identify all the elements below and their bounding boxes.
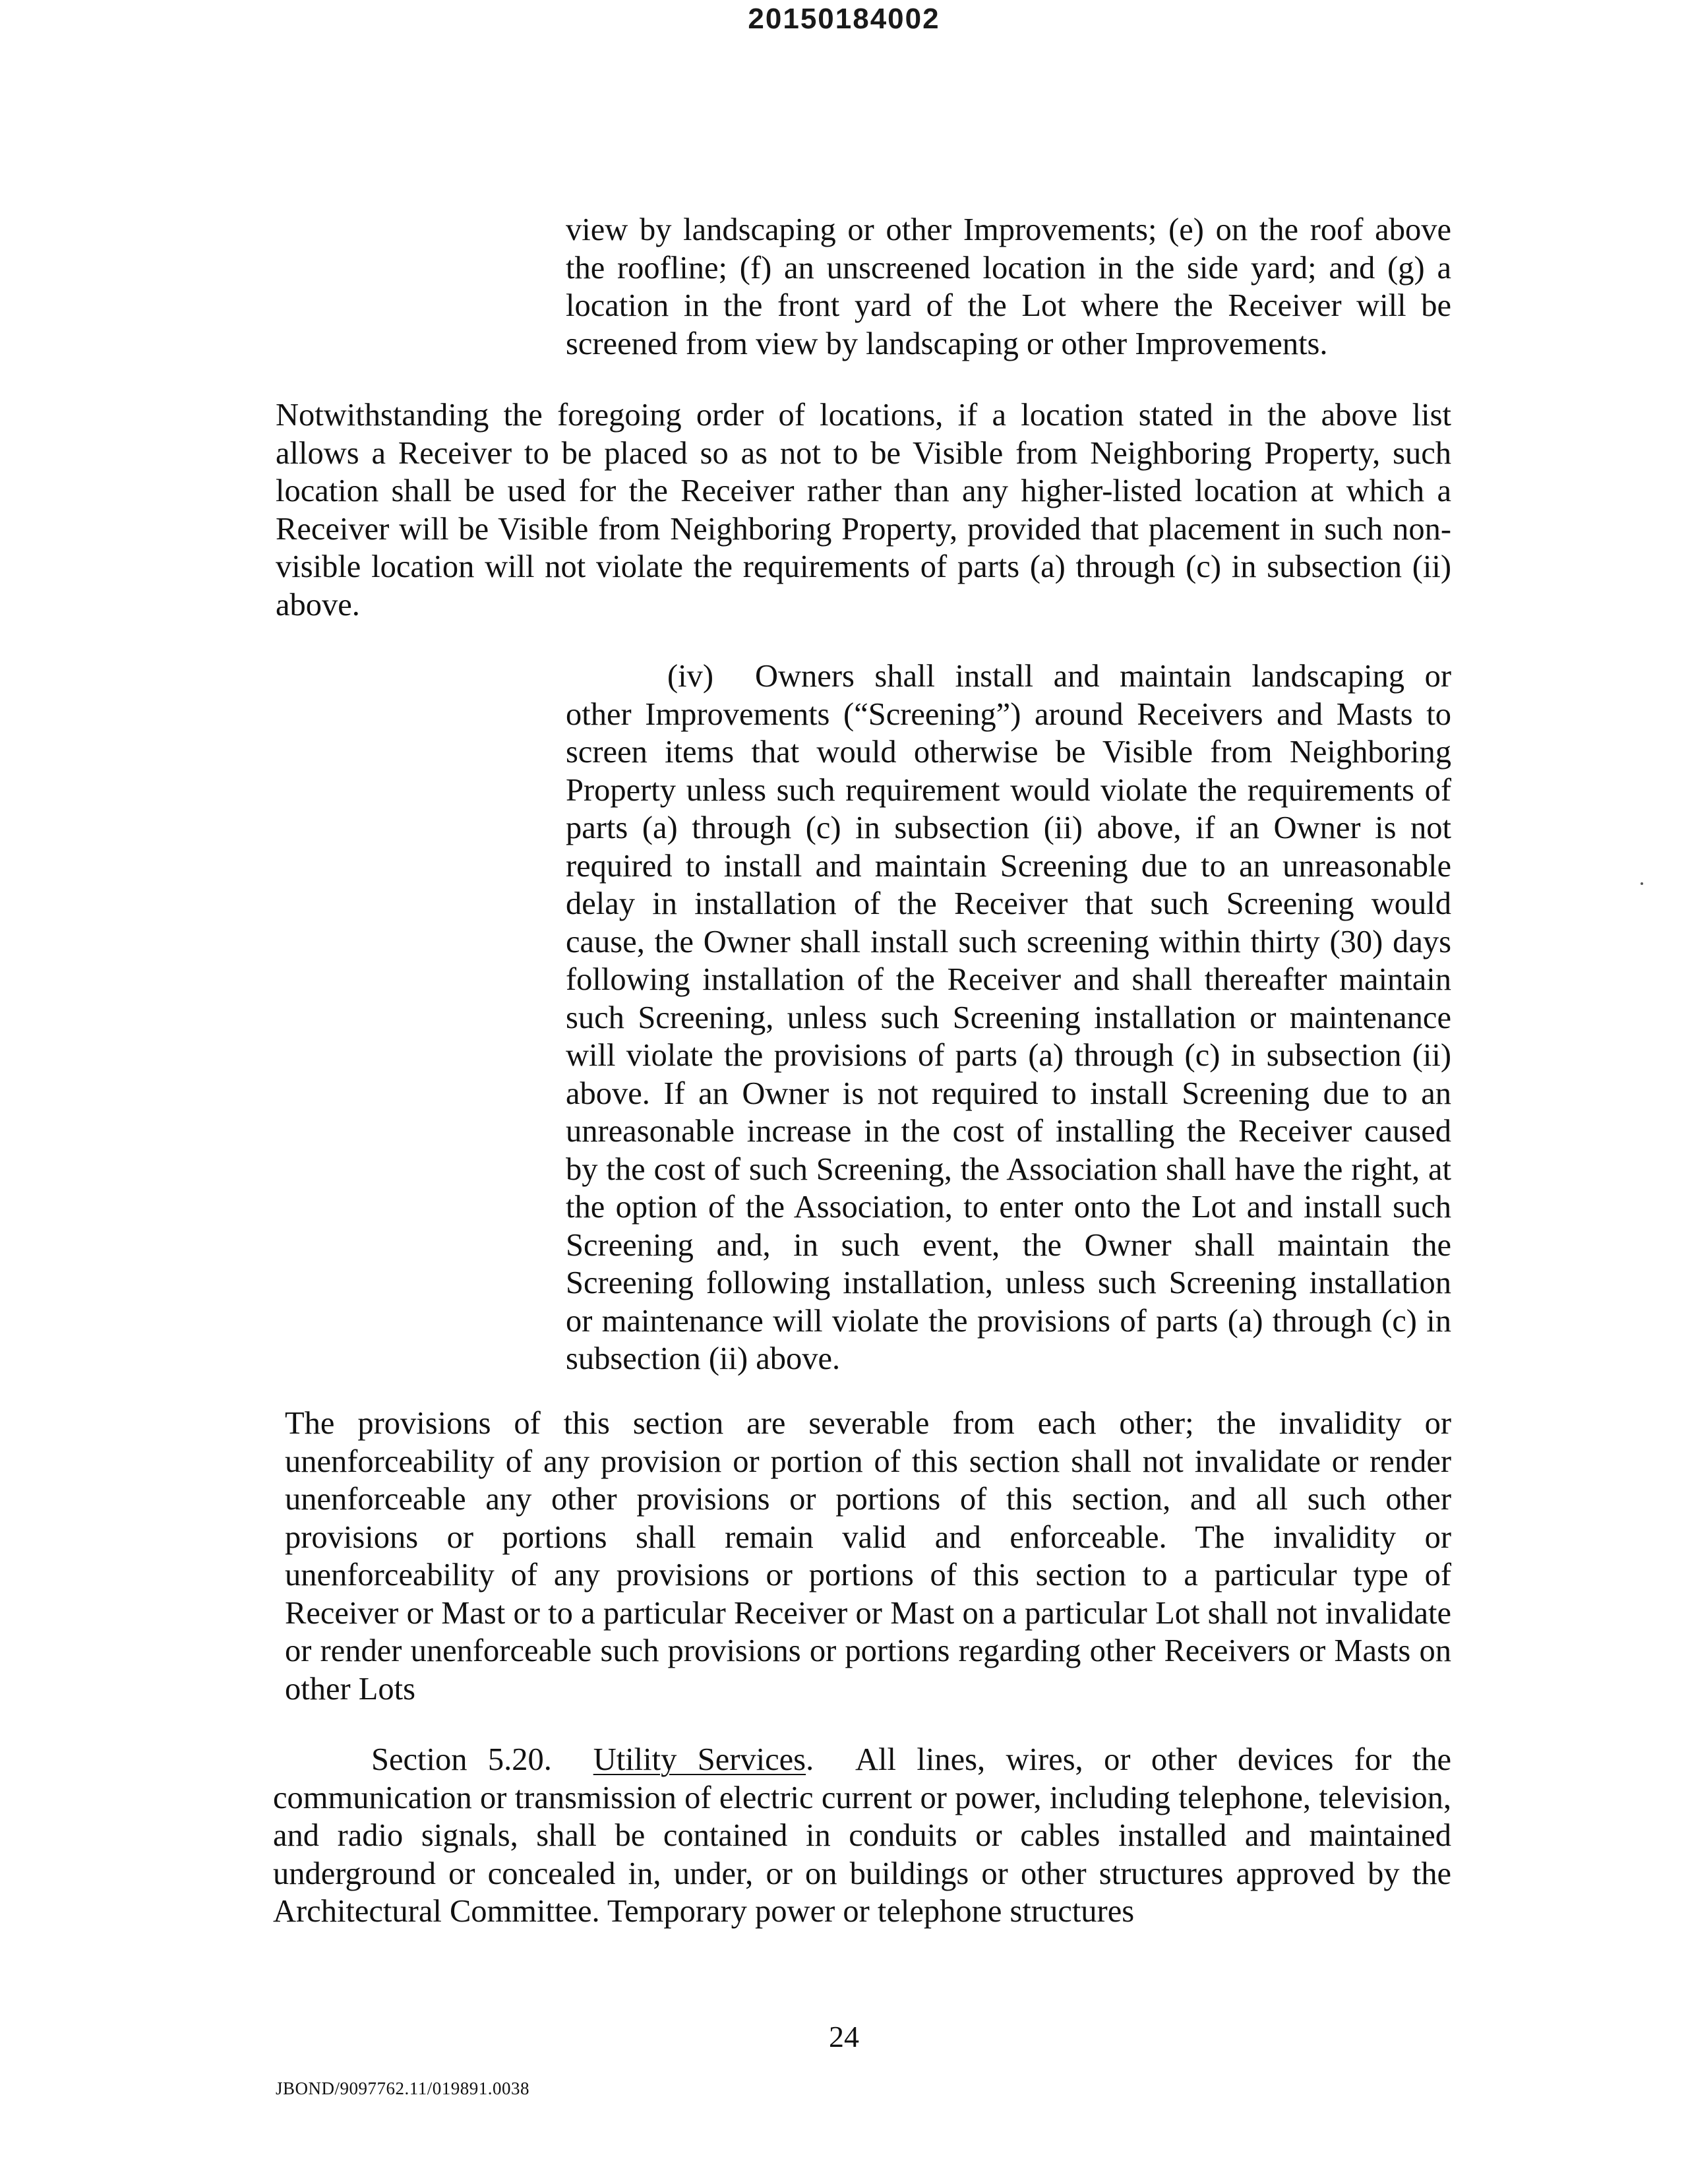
paragraph-receiver-locations-continued: view by landscaping or other Improvements; (e) on the roof above the roofline; (f) an unscreened location in the side yard; and (g) a location in the front yard of the Lot where the Receiver will be screened from view by landscaping or other Improvements. <box>566 212 1451 361</box>
document-number: 20150184002 <box>748 3 940 35</box>
page-number: 24 <box>829 2020 859 2053</box>
section-heading: Utility Services <box>593 1742 806 1777</box>
subsection-label: (iv) <box>667 659 714 694</box>
scan-speck <box>1641 882 1643 885</box>
paragraph-section-5-20 <box>273 1741 1451 1931</box>
section-number: Section 5.20. <box>371 1742 552 1777</box>
paragraph-screening-iv <box>566 657 1451 1378</box>
section-heading-period: . <box>806 1742 814 1777</box>
paragraph-severability: The provisions of this section are severable from each other; the invalidity or unenforceability of any provision or portion of this section shall not invalidate or render unenforceable any other provisions or portions of this section, and all such other provisions or portions shall remain valid and enforceable. The invalidity or unenforceability of any provisions or portions of this section to a particular type of Receiver or Mast or to a particular Receiver or Mast on a particular Lot shall not invalidate or render unenforceable such provisions or portions regarding other Receivers or Masts on other Lots <box>285 1406 1451 1707</box>
document-code: JBOND/9097762.11/019891.0038 <box>276 2078 530 2098</box>
paragraph-notwithstanding: Notwithstanding the foregoing order of locations, if a location stated in the above list allows a Receiver to be placed so as not to be Visible from Neighboring Property, such location shall be used for the Receiver rather than any higher-listed location at which a Receiver will be Visible from Neighboring Property, provided that placement in such non-visible location will not violate the requirements of parts (a) through (c) in subsection (ii) above. <box>276 398 1451 622</box>
paragraph-screening-text: Owners shall install and maintain landscaping or other Improvements (“Screening”) around Receivers and Masts to screen items that would otherwise be Visible from Neighboring Property unless such requirement would violate the requirements of parts (a) through (c) in subsection (ii) above, if an Owner is not required to install and maintain Screening due to an unreasonable delay in installation of the Receiver that such Screening would cause, the Owner shall install such screening within thirty (30) days following installation of the Receiver and shall thereafter maintain such Screening, unless such Screening installation or maintenance will violate the provisions of parts (a) through (c) in subsection (ii) above. If an Owner is not required to install Screening due to an unreasonable increase in the cost of installing the Receiver caused by the cost of such Screening, the Association shall have the right, at the option of the Association, to enter onto the Lot and install such Screening and, in such event, the Owner shall maintain the Screening following installation, unless such Screening installation or maintenance will violate the provisions of parts (a) through (c) in subsection (ii) above. <box>566 659 1451 1376</box>
section-text: All lines, wires, or other devices for the communication or transmission of electric current or power, including telephone, television, and radio signals, shall be contained in conduits or cables installed and maintained underground or concealed in, under, or on buildings or other structures approved by the Architectural Committee. Temporary power or telephone structures <box>273 1742 1451 1929</box>
